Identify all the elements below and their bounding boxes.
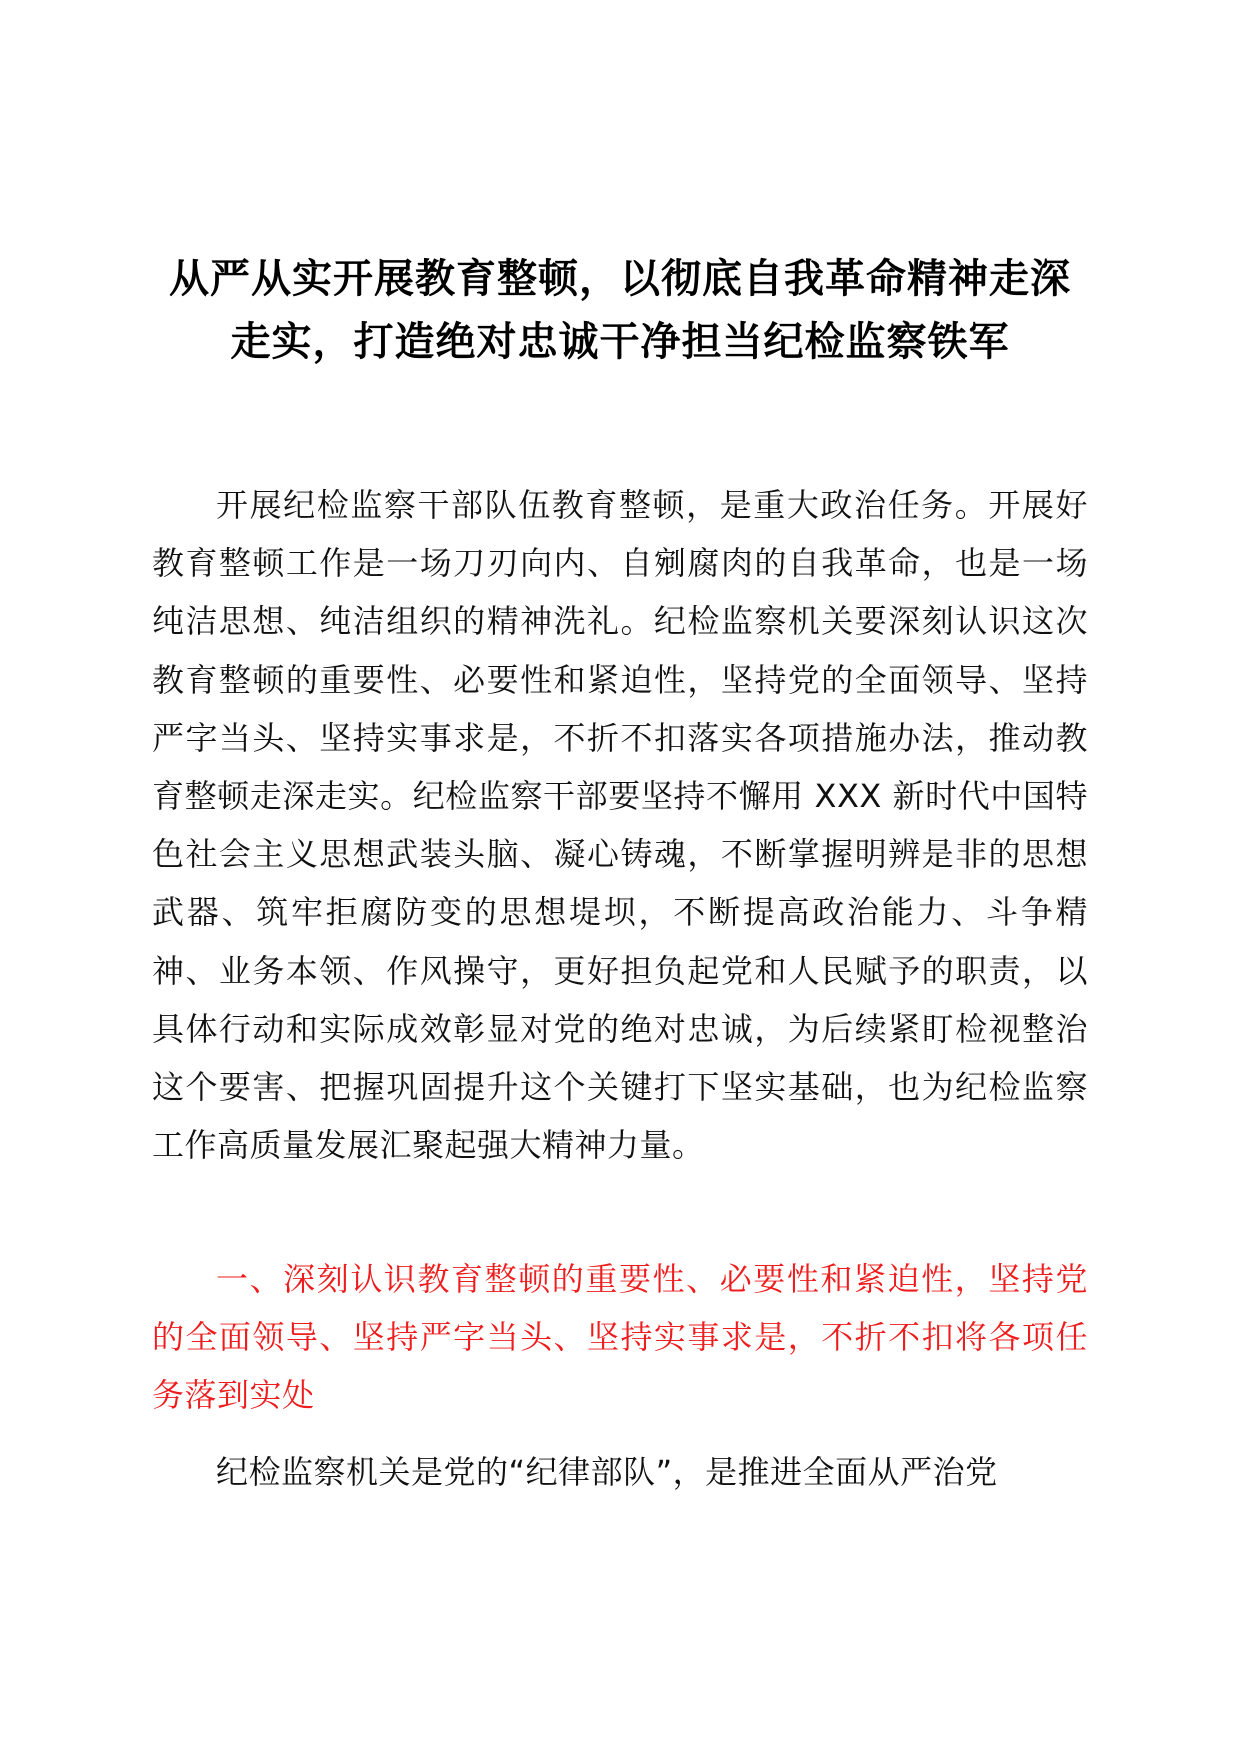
body-paragraph: 开展纪检监察干部队伍教育整顿，是重大政治任务。开展好教育整顿工作是一场刀刃向内、自剜腐肉的自我革命，也是一场纯洁思想、纯洁组织的精神洗礼。纪检监察机关要深刻认识这次教育整顿的重要性、必要性和紧迫性，坚持党的全面领导、坚持严字当头、坚持实事求是，不折不扣落实各项措施办法，推动教育整顿走深走实。纪检监察干部要坚持不懈用 XXX 新时代中国特色社会主义思想武装头脑、凝心铸魂，不断掌握明辨是非的思想武器、筑牢拒腐防变的思想堤坝，不断提高政治能力、斗争精神、业务本领、作风操守，更好担负起党和人民赋予的职责，以具体行动和实际成效彰显对党的绝对忠诚，为后续紧盯检视整治这个要害、把握巩固提升这个关键打下坚实基础，也为纪检监察工作高质量发展汇聚起强大精神力量。	[152, 486, 1088, 1165]
section-paragraph: 纪检监察机关是党的“纪律部队”，是推进全面从严治党	[216, 1453, 998, 1491]
document-title: 从严从实开展教育整顿，以彻底自我革命精神走深走实，打造绝对忠诚干净担当纪检监察铁军	[169, 256, 1071, 365]
section-heading: 一、深刻认识教育整顿的重要性、必要性和紧迫性，坚持党的全面领导、坚持严字当头、坚持实事求是，不折不扣将各项任务落到实处	[152, 1260, 1088, 1415]
